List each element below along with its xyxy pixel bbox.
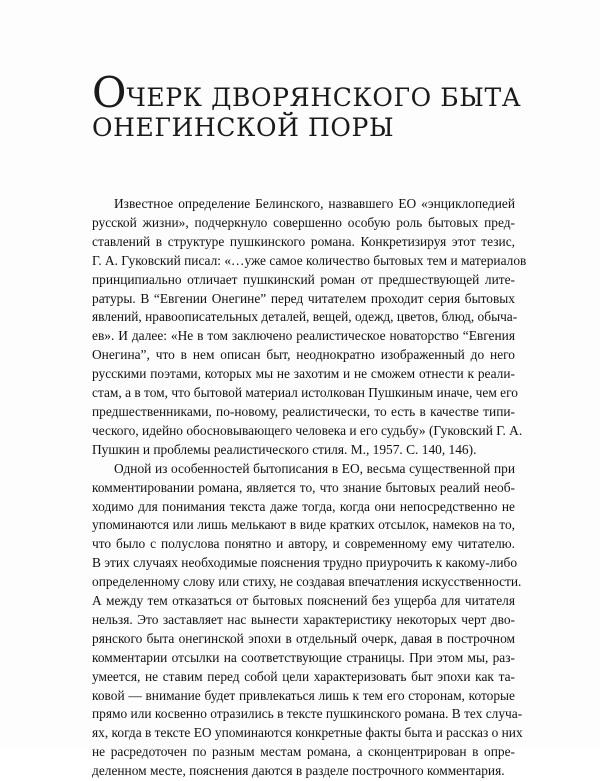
paragraph-line: деленном месте, пояснения даются в разделе построчного комментария. (92, 763, 505, 779)
paragraph-line: не расредоточен по разным местам романа, а сконцентрирован в опре- (92, 744, 515, 760)
paragraph-line: принципиально отличает пушкинский роман от предшествующей лите- (92, 271, 515, 287)
chapter-title (92, 68, 562, 143)
paragraph-line: нельзя. Это заставляет нас вынести характеристику некоторых черт дво- (92, 611, 515, 627)
chapter-title-line-1 (92, 68, 562, 117)
paragraph-line: стам, а в том, что бытовой материал истолкован Пушкиным иначе, чем его (92, 385, 518, 401)
paragraph (92, 195, 527, 460)
paragraph-line: А между тем отказаться от бытовых пояснений без ущерба для читателя (92, 593, 515, 609)
body-text (92, 195, 527, 781)
paragraph-line: ческого, идейно обосновывающего человека и его судьбу» (Гуковский Г. А. (92, 422, 523, 438)
paragraph-line: Онегина”, что в нем описан быт, неоднократно изображенный до него (92, 347, 515, 363)
paragraph (92, 460, 523, 781)
paragraph-line: русскими поэтами, которых мы не захотим и не сможем отнести к реали- (92, 366, 515, 382)
paragraph-line: Г. А. Гуковский писал: «…уже самое количество бытовых тем и материалов (92, 252, 527, 268)
paragraph-line: рянского быта онегинской эпохи в отдельный очерк, давая в построчном (92, 630, 515, 646)
paragraph-line: комментировании романа, является то, что знание бытовых реалий необ- (92, 479, 515, 495)
paragraph-line: комментарии отсылки на соответствующие страницы. При этом мы, раз- (92, 649, 515, 665)
paragraph-line: ставлений в структуре пушкинского романа. Конкретизируя этот тезис, (92, 233, 515, 249)
paragraph-line: Пушкин и проблемы реалистического стиля. М., 1957. С. 140, 146). (92, 441, 477, 457)
paragraph-line: русской жизни», подчеркнуло совершенно особую роль бытовых пред- (92, 214, 515, 230)
paragraph-line: В этих случаях необходимые пояснения трудно приурочить к какому-либо (92, 555, 518, 571)
chapter-title-line-2: ОНЕГИНСКОЙ ПОРЫ (92, 113, 395, 142)
chapter-title-initial: О (92, 68, 127, 117)
paragraph-line: упоминаются или лишь мелькают в виде кратких отсылок, намеков на то, (92, 517, 515, 533)
paragraph-line: Известное определение Белинского, назвавшего ЕО «энциклопедией (114, 196, 515, 211)
paragraph-line: предшественниками, по-новому, реалистически, то есть в качестве типи- (92, 403, 515, 419)
paragraph-line: ковой — внимание будет привлекаться лишь к тем его сторонам, которые (92, 687, 515, 703)
paragraph-line: что было с полуслова понятно и автору, и современному ему читателю. (92, 536, 515, 552)
paragraph-line: ях, когда в тексте ЕО упоминаются конкретные факты быта и рассказ о них (92, 725, 523, 741)
paragraph-line: ходимо для понимания текста даже тогда, когда они непосредственно не (92, 498, 515, 514)
paragraph-line: умеется, не ставим перед собой цели характеризовать быт эпохи как та- (92, 668, 515, 684)
paragraph-line: определенному слову или стиху, не создавая впечатления искусственности. (92, 574, 522, 590)
paragraph-line: явлений, нравоописательных деталей, вещей, одежд, цветов, блюд, обыча- (92, 309, 518, 325)
paragraph-line: ев». И далее: «Не в том заключено реалистическое новаторство “Евгения (92, 328, 515, 344)
chapter-title-line-1-rest: ЧЕРК ДВОРЯНСКОГО БЫТА (126, 83, 522, 112)
paragraph-line: ратуры. В “Евгении Онегине” перед читателем проходит серия бытовых (92, 290, 515, 306)
paragraph-line: прямо или косвенно отразились в тексте пушкинского романа. В тех случа- (92, 706, 523, 722)
paragraph-line: Одной из особенностей бытописания в ЕО, весьма существенной при (114, 460, 515, 476)
